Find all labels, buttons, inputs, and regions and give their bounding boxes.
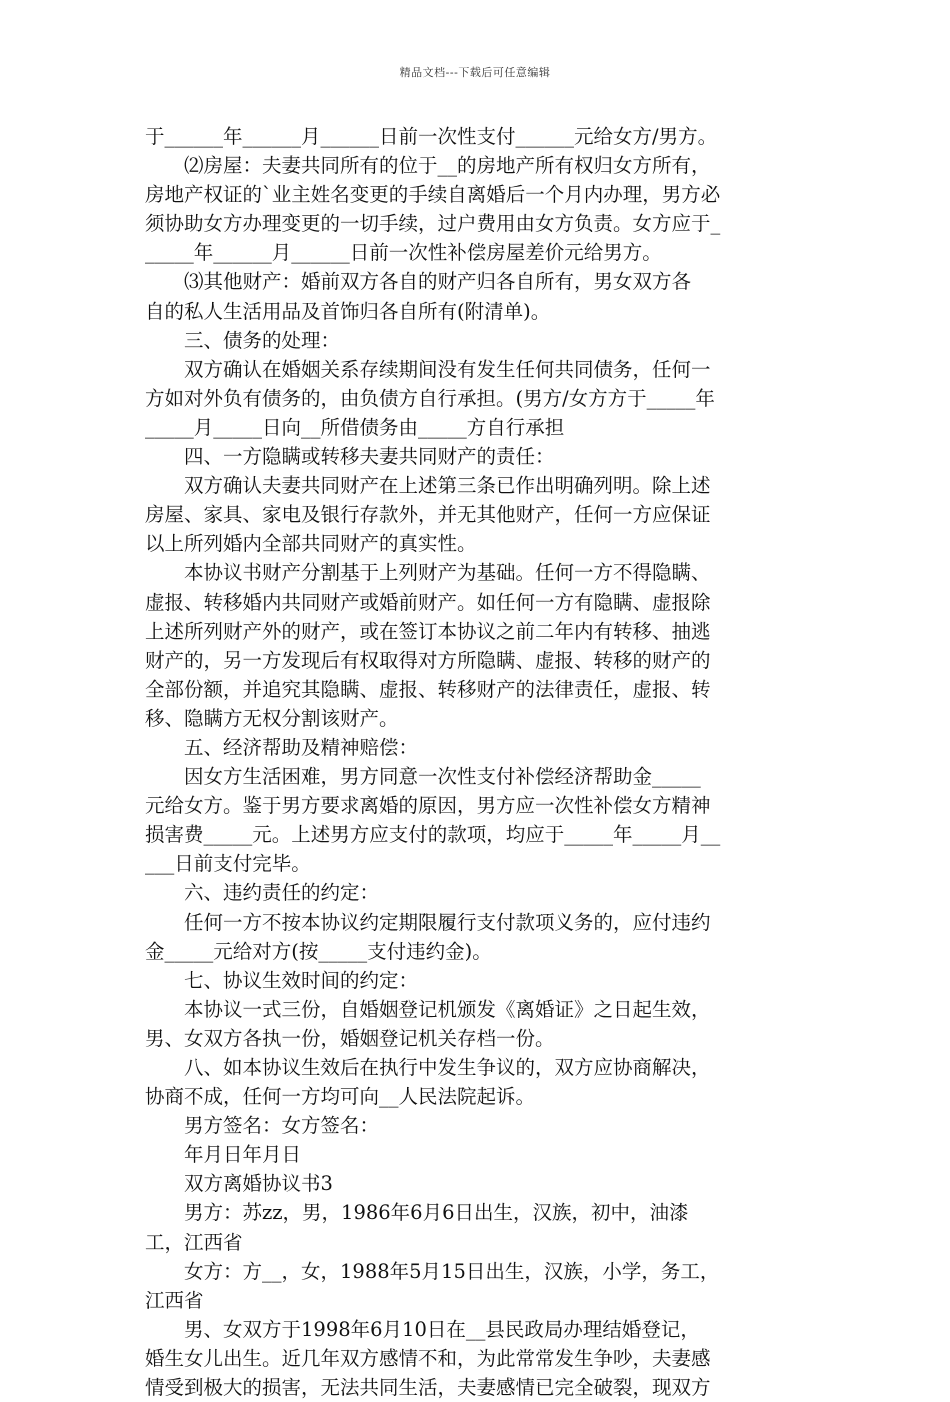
text-line: 自的私人生活用品及首饰归各自所有(附清单)。: [145, 299, 551, 323]
document-body: [145, 122, 815, 1402]
text-line: _____月_____日向__所借债务由_____方自行承担: [145, 415, 565, 439]
text-line: 女方：方__，女，1988年5月15日出生，汉族，小学，务工，: [145, 1259, 720, 1283]
text-line: 本协议书财产分割基于上列财产为基础。任何一方不得隐瞒、: [145, 561, 711, 585]
text-line: 金_____元给对方(按_____支付违约金)。: [145, 939, 492, 963]
text-line: 男、女双方于1998年6月10日在__县民政局办理结婚登记，: [145, 1317, 700, 1341]
text-line: 男、女双方各执一份，婚姻登记机关存档一份。: [145, 1026, 555, 1050]
section-heading: 三、债务的处理：: [145, 328, 341, 352]
text-line: 婚生女儿出生。近几年双方感情不和，为此常常发生争吵，夫妻感: [145, 1346, 711, 1370]
text-line: ⑵房屋：夫妻共同所有的位于__的房地产所有权归女方所有，: [145, 154, 711, 178]
section-heading: 五、经济帮助及精神赔偿：: [145, 735, 419, 759]
text-line: 任何一方不按本协议约定期限履行支付款项义务的，应付违约: [145, 910, 711, 934]
text-line: 损害费_____元。上述男方应支付的款项，均应于_____年_____月__: [145, 823, 721, 847]
text-line: 方如对外负有债务的，由负债方自行承担。(男方/女方方于_____年: [145, 386, 715, 410]
text-line: 房地产权证的`业主姓名变更的手续自离婚后一个月内办理，男方必: [145, 183, 721, 207]
text-line: 移、隐瞒方无权分割该财产。: [145, 706, 399, 730]
text-line: 于______年______月______日前一次性支付______元给女方/男方。: [145, 125, 718, 148]
text-line: 男方：苏zz，男，1986年6月6日出生，汉族，初中，油漆: [145, 1201, 689, 1225]
text-line: 虚报、转移婚内共同财产或婚前财产。如任何一方有隐瞒、虚报除: [145, 590, 711, 614]
date-line: 年月日年月日: [145, 1143, 302, 1167]
text-line: 因女方生活困难，男方同意一次性支付补偿经济帮助金_____: [145, 765, 701, 789]
text-line: 双方确认夫妻共同财产在上述第三条已作出明确列明。除上述: [145, 474, 711, 498]
text-line: 情受到极大的损害，无法共同生活，夫妻感情已完全破裂，现双方: [145, 1376, 711, 1400]
text-line: 须协助女方办理变更的一切手续，过户费用由女方负责。女方应于_: [145, 212, 721, 236]
text-line: _____年______月______日前一次性补偿房屋差价元给男方。: [145, 241, 662, 265]
text-line: 全部份额，并追究其隐瞒、虚报、转移财产的法律责任，虚报、转: [145, 677, 711, 701]
text-line: 上述所列财产外的财产，或在签订本协议之前二年内有转移、抽逃: [145, 619, 711, 643]
text-line: 工，江西省: [145, 1230, 243, 1254]
text-line: 双方确认在婚姻关系存续期间没有发生任何共同债务，任何一: [145, 357, 711, 381]
section-heading: 七、协议生效时间的约定：: [145, 968, 419, 992]
section-heading: 四、一方隐瞒或转移夫妻共同财产的责任：: [145, 445, 555, 469]
text-line: 财产的，另一方发现后有权取得对方所隐瞒、虚报、转移的财产的: [145, 648, 711, 672]
text-line: 八、如本协议生效后在执行中发生争议的，双方应协商解决，: [145, 1056, 711, 1079]
section-heading: 六、违约责任的约定：: [145, 881, 380, 905]
text-line: 房屋、家具、家电及银行存款外，并无其他财产，任何一方应保证: [145, 503, 711, 527]
text-line: 元给女方。鉴于男方要求离婚的原因，男方应一次性补偿女方精神: [145, 794, 711, 818]
signature-line: 男方签名：女方签名：: [145, 1114, 380, 1138]
text-line: ⑶其他财产：婚前双方各自的财产归各自所有，男女双方各: [145, 270, 692, 294]
text-line: 本协议一式三份，自婚姻登记机颁发《离婚证》之日起生效，: [145, 997, 711, 1021]
text-line: 协商不成，任何一方均可向__人民法院起诉。: [145, 1085, 536, 1109]
page-header: 精品文档---下载后可任意编辑: [399, 66, 551, 79]
document-title: 双方离婚协议书3: [145, 1172, 333, 1196]
text-line: 以上所列婚内全部共同财产的真实性。: [145, 532, 477, 556]
text-line: ___日前支付完毕。: [145, 852, 311, 876]
text-line: 江西省: [145, 1288, 204, 1312]
